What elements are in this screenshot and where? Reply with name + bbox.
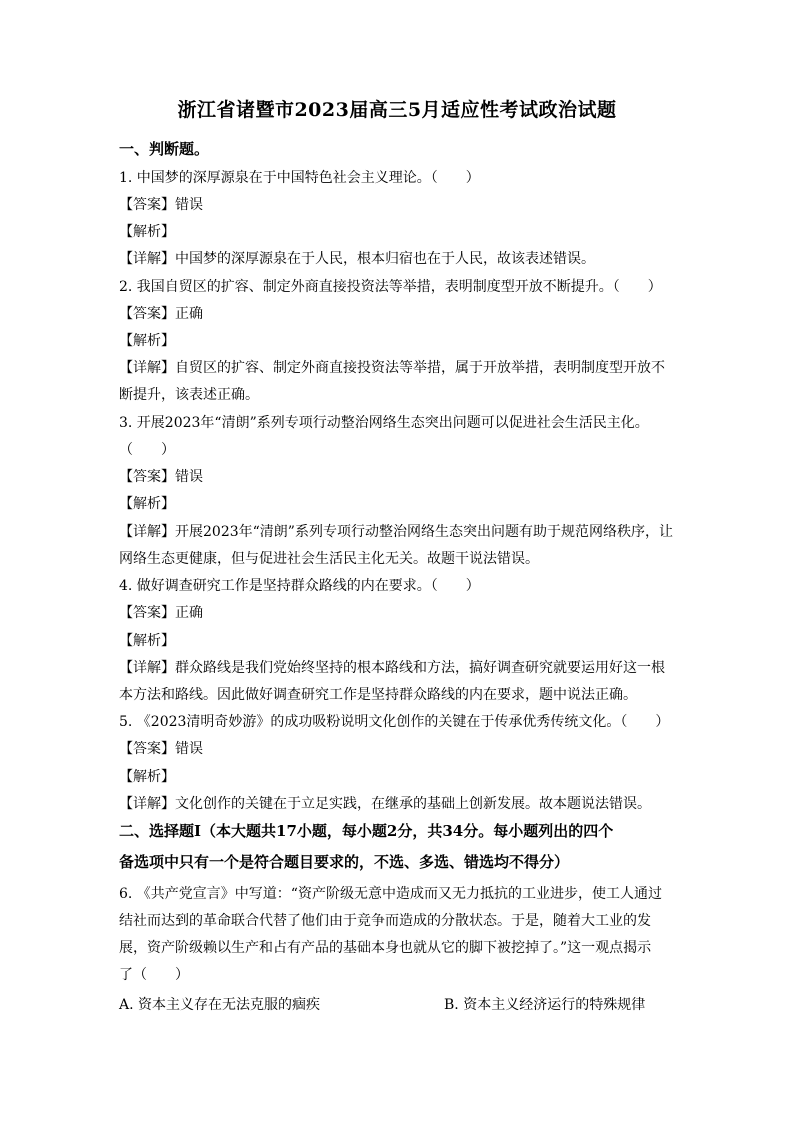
- question-6-option-a: A. 资本主义存在无法克服的痼疾: [119, 997, 321, 1013]
- page-title: 浙江省诸暨市2023届高三5月适应性考试政治试题: [177, 99, 617, 121]
- question-6-stem-line-2: 结社而达到的革命联合代替了他们由于竞争而造成的分散状态。于是，随着大工业的发: [119, 913, 651, 929]
- section-heading-judgment: 一、判断题。: [119, 140, 210, 158]
- section-heading-choice-line-1: 二、选择题Ⅰ（本大题共17小题，每小题2分，共34分。每小题列出的四个: [119, 822, 614, 840]
- question-4-detail-line-1: 【详解】群众路线是我们党始终坚持的根本路线和方法，搞好调查研究就要运用好这一根: [119, 660, 665, 676]
- question-1-answer: 【答案】错误: [119, 197, 203, 213]
- question-5-answer: 【答案】错误: [119, 741, 203, 757]
- question-4-answer: 【答案】正确: [119, 605, 203, 621]
- question-5-detail: 【详解】文化创作的关键在于立足实践，在继承的基础上创新发展。故本题说法错误。: [119, 796, 651, 812]
- question-2-analysis: 【解析】: [119, 333, 175, 349]
- question-3-detail-line-2: 网络生态更健康，但与促进社会生活民主化无关。故题干说法错误。: [119, 551, 539, 567]
- question-1-stem: 1. 中国梦的深厚源泉在于中国特色社会主义理论。（ ）: [119, 170, 480, 186]
- question-3-detail-line-1: 【详解】开展2023年“清朗”系列专项行动整治网络生态突出问题有助于规范网络秩序，让: [119, 524, 673, 540]
- question-2-stem: 2. 我国自贸区的扩容、制定外商直接投资法等举措，表明制度型开放不断提升。（ ）: [119, 279, 662, 295]
- question-1-detail: 【详解】中国梦的深厚源泉在于人民，根本归宿也在于人民，故该表述错误。: [119, 251, 595, 267]
- question-2-detail-line-2: 断提升，该表述正确。: [119, 387, 259, 403]
- question-5-analysis: 【解析】: [119, 769, 175, 785]
- question-4-stem: 4. 做好调查研究工作是坚持群众路线的内在要求。（ ）: [119, 578, 480, 594]
- question-6-stem-line-1: 6. 《共产党宣言》中写道：“资产阶级无意中造成而又无力抵抗的工业进步，使工人通过: [119, 886, 662, 902]
- question-3-stem-line-1: 3. 开展2023年“清朗”系列专项行动整治网络生态突出问题可以促进社会生活民主化。: [119, 415, 649, 431]
- question-5-stem: 5. 《2023清明奇妙游》的成功吸粉说明文化创作的关键在于传承优秀传统文化。（ ）: [119, 714, 670, 730]
- question-6-stem-line-3: 展，资产阶级赖以生产和占有产品的基础本身也就从它的脚下被挖掉了。”这一观点揭示: [119, 940, 652, 956]
- question-4-analysis: 【解析】: [119, 633, 175, 649]
- section-heading-choice-line-2: 备选项中只有一个是符合题目要求的，不选、多选、错选均不得分）: [119, 853, 570, 871]
- question-1-analysis: 【解析】: [119, 224, 175, 240]
- question-6-stem-line-4: 了（ ）: [119, 967, 189, 983]
- question-3-stem-line-2: （ ）: [119, 442, 175, 458]
- question-4-detail-line-2: 本方法和路线。因此做好调查研究工作是坚持群众路线的内在要求，题中说法正确。: [119, 687, 637, 703]
- question-2-detail-line-1: 【详解】自贸区的扩容、制定外商直接投资法等举措，属于开放举措，表明制度型开放不: [119, 360, 665, 376]
- question-6-option-b: B. 资本主义经济运行的特殊规律: [444, 997, 646, 1013]
- question-2-answer: 【答案】正确: [119, 306, 203, 322]
- question-3-analysis: 【解析】: [119, 496, 175, 512]
- question-3-answer: 【答案】错误: [119, 469, 203, 485]
